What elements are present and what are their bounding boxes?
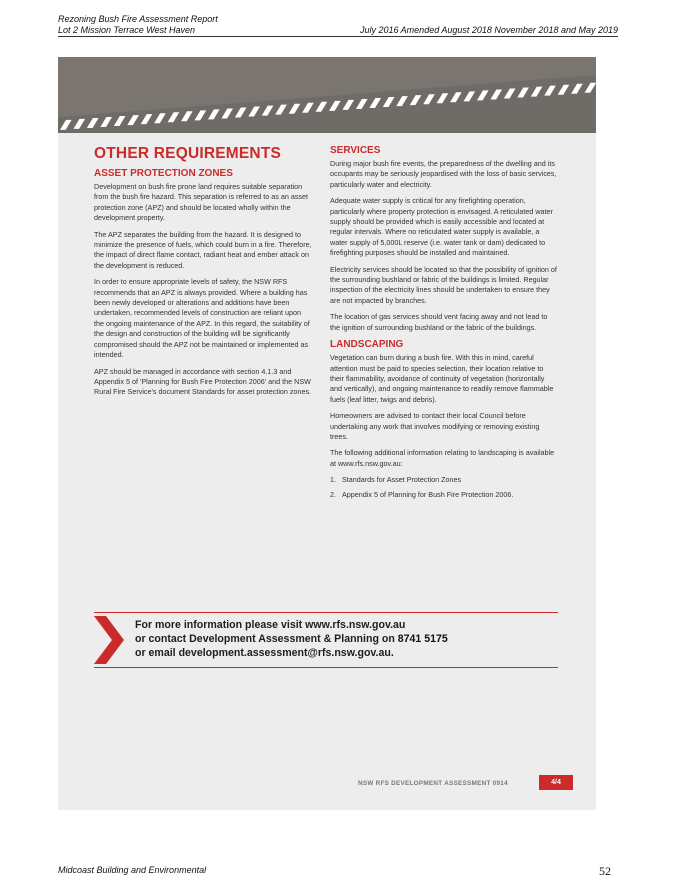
landscaping-heading: LANDSCAPING [330,339,404,351]
asset-protection-heading: ASSET PROTECTION ZONES [94,168,233,179]
apz-paragraph-4: APZ should be managed in accordance with section 4.1.3 and Appendix 5 of 'Planning for Bush Fire Protection 2006' and the NSW Rural Fire Service's document Standards for asset protection zones. [94,366,312,397]
section-title: OTHER REQUIREMENTS [94,145,282,162]
right-column [330,145,558,504]
info-line-email: or email development.assessment@rfs.nsw.gov.au. [135,647,394,660]
services-heading: SERVICES [330,145,381,156]
apz-paragraph-2: The APZ separates the building from the hazard. It is designed to minimize the presence of fuels, which could burn in a fire. Therefore, the impact of direct flame contact, radiant heat and ember attack on the development is reduced. [94,229,312,270]
embedded-brochure-page [58,57,596,810]
revision-dates: July 2016 Amended August 2018 November 2018 and May 2019 [359,25,618,35]
landscaping-paragraph-2: Homeowners are advised to contact their local Council before undertaking any work that involves modifying or removing existing trees. [330,411,540,441]
services-paragraph-2: Adequate water supply is critical for any firefighting operation, particularly where property protection is envisaged. A reticulated water supply should be provided which is easily accessible and located at regular intervals. Where no reticulated water supply is available, a water supply of 5,000L reserve (i.e. water tank or dam) dedicated to firefighting purposes should be installed and maintained. [330,196,553,258]
phone-number: 8741 5175 [397,633,448,646]
apz-paragraph-1: Development on bush fire prone land requires suitable separation from the bush fire hazard. This separation is referred to as an asset protection zone (APZ) and should be located wholly within the development property. [94,182,309,223]
brochure-page-badge: 4/4 [539,775,573,790]
info-divider-bottom [94,667,558,668]
info-divider-top [94,612,558,613]
landscaping-paragraph-3: The following additional information relating to landscaping is available at www.rfs.nsw.gov.au: [330,448,555,468]
landscaping-paragraph-1: Vegetation can burn during a bush fire. With this in mind, careful attention must be paid to species selection, their location relative to their flammability, avoidance of continuity of vegetation (horizontally and vertically), and ongoing maintenance to readily remove flammable fuels (leaf litter, twigs and debris). [330,353,554,404]
site-address: Lot 2 Mission Terrace West Haven [58,25,196,35]
page-number: 52 [599,864,611,878]
left-column [94,145,312,404]
report-title: Rezoning Bush Fire Assessment Report [58,14,218,24]
chevron-right-icon [94,616,124,664]
company-name: Midcoast Building and Environmental [58,865,207,875]
info-line-phone: or contact Development Assessment & Planning on 8741 5175 [135,633,448,646]
list-item: 2. Appendix 5 of Planning for Bush Fire Protection 2006. [330,489,514,499]
services-paragraph-1: During major bush fire events, the preparedness of the dwelling and its occupants may be seriously jeopardised with the loss of basic services, particularly water and electricity. [330,159,557,189]
list-item: 1. Standards for Asset Protection Zones [330,475,462,485]
services-paragraph-3: Electricity services should be located so that the possibility of ignition of the surrounding bushland or fabric of the buildings is limited. Regular inspection of the electricity lines should be undertaken to ensure they are not impacted by branches. [330,264,557,305]
header-divider [58,36,618,37]
decorative-stripe-banner [58,57,596,133]
apz-paragraph-3: In order to ensure appropriate levels of safety, the NSW RFS recommends that an APZ is always provided. Where a building has been newly developed or alterations and additions have been undertaken, recommended levels of construction are reliant upon the ongoing maintenance of the APZ. In this regard, the suitability of the design and construction of the building will be significantly compromised should the APZ not be maintained or implemented as intended. [94,277,310,360]
report-subheader [58,25,618,35]
contact-info-block [135,618,448,661]
brochure-footer-label: NSW RFS DEVELOPMENT ASSESSMENT 0914 [358,780,508,787]
info-line-website: For more information please visit www.rfs.nsw.gov.au [135,619,406,631]
resource-list [330,475,558,500]
services-paragraph-4: The location of gas services should vent facing away and not lead to the ignition of surrounding bushland or the fabric of the buildings. [330,312,548,332]
